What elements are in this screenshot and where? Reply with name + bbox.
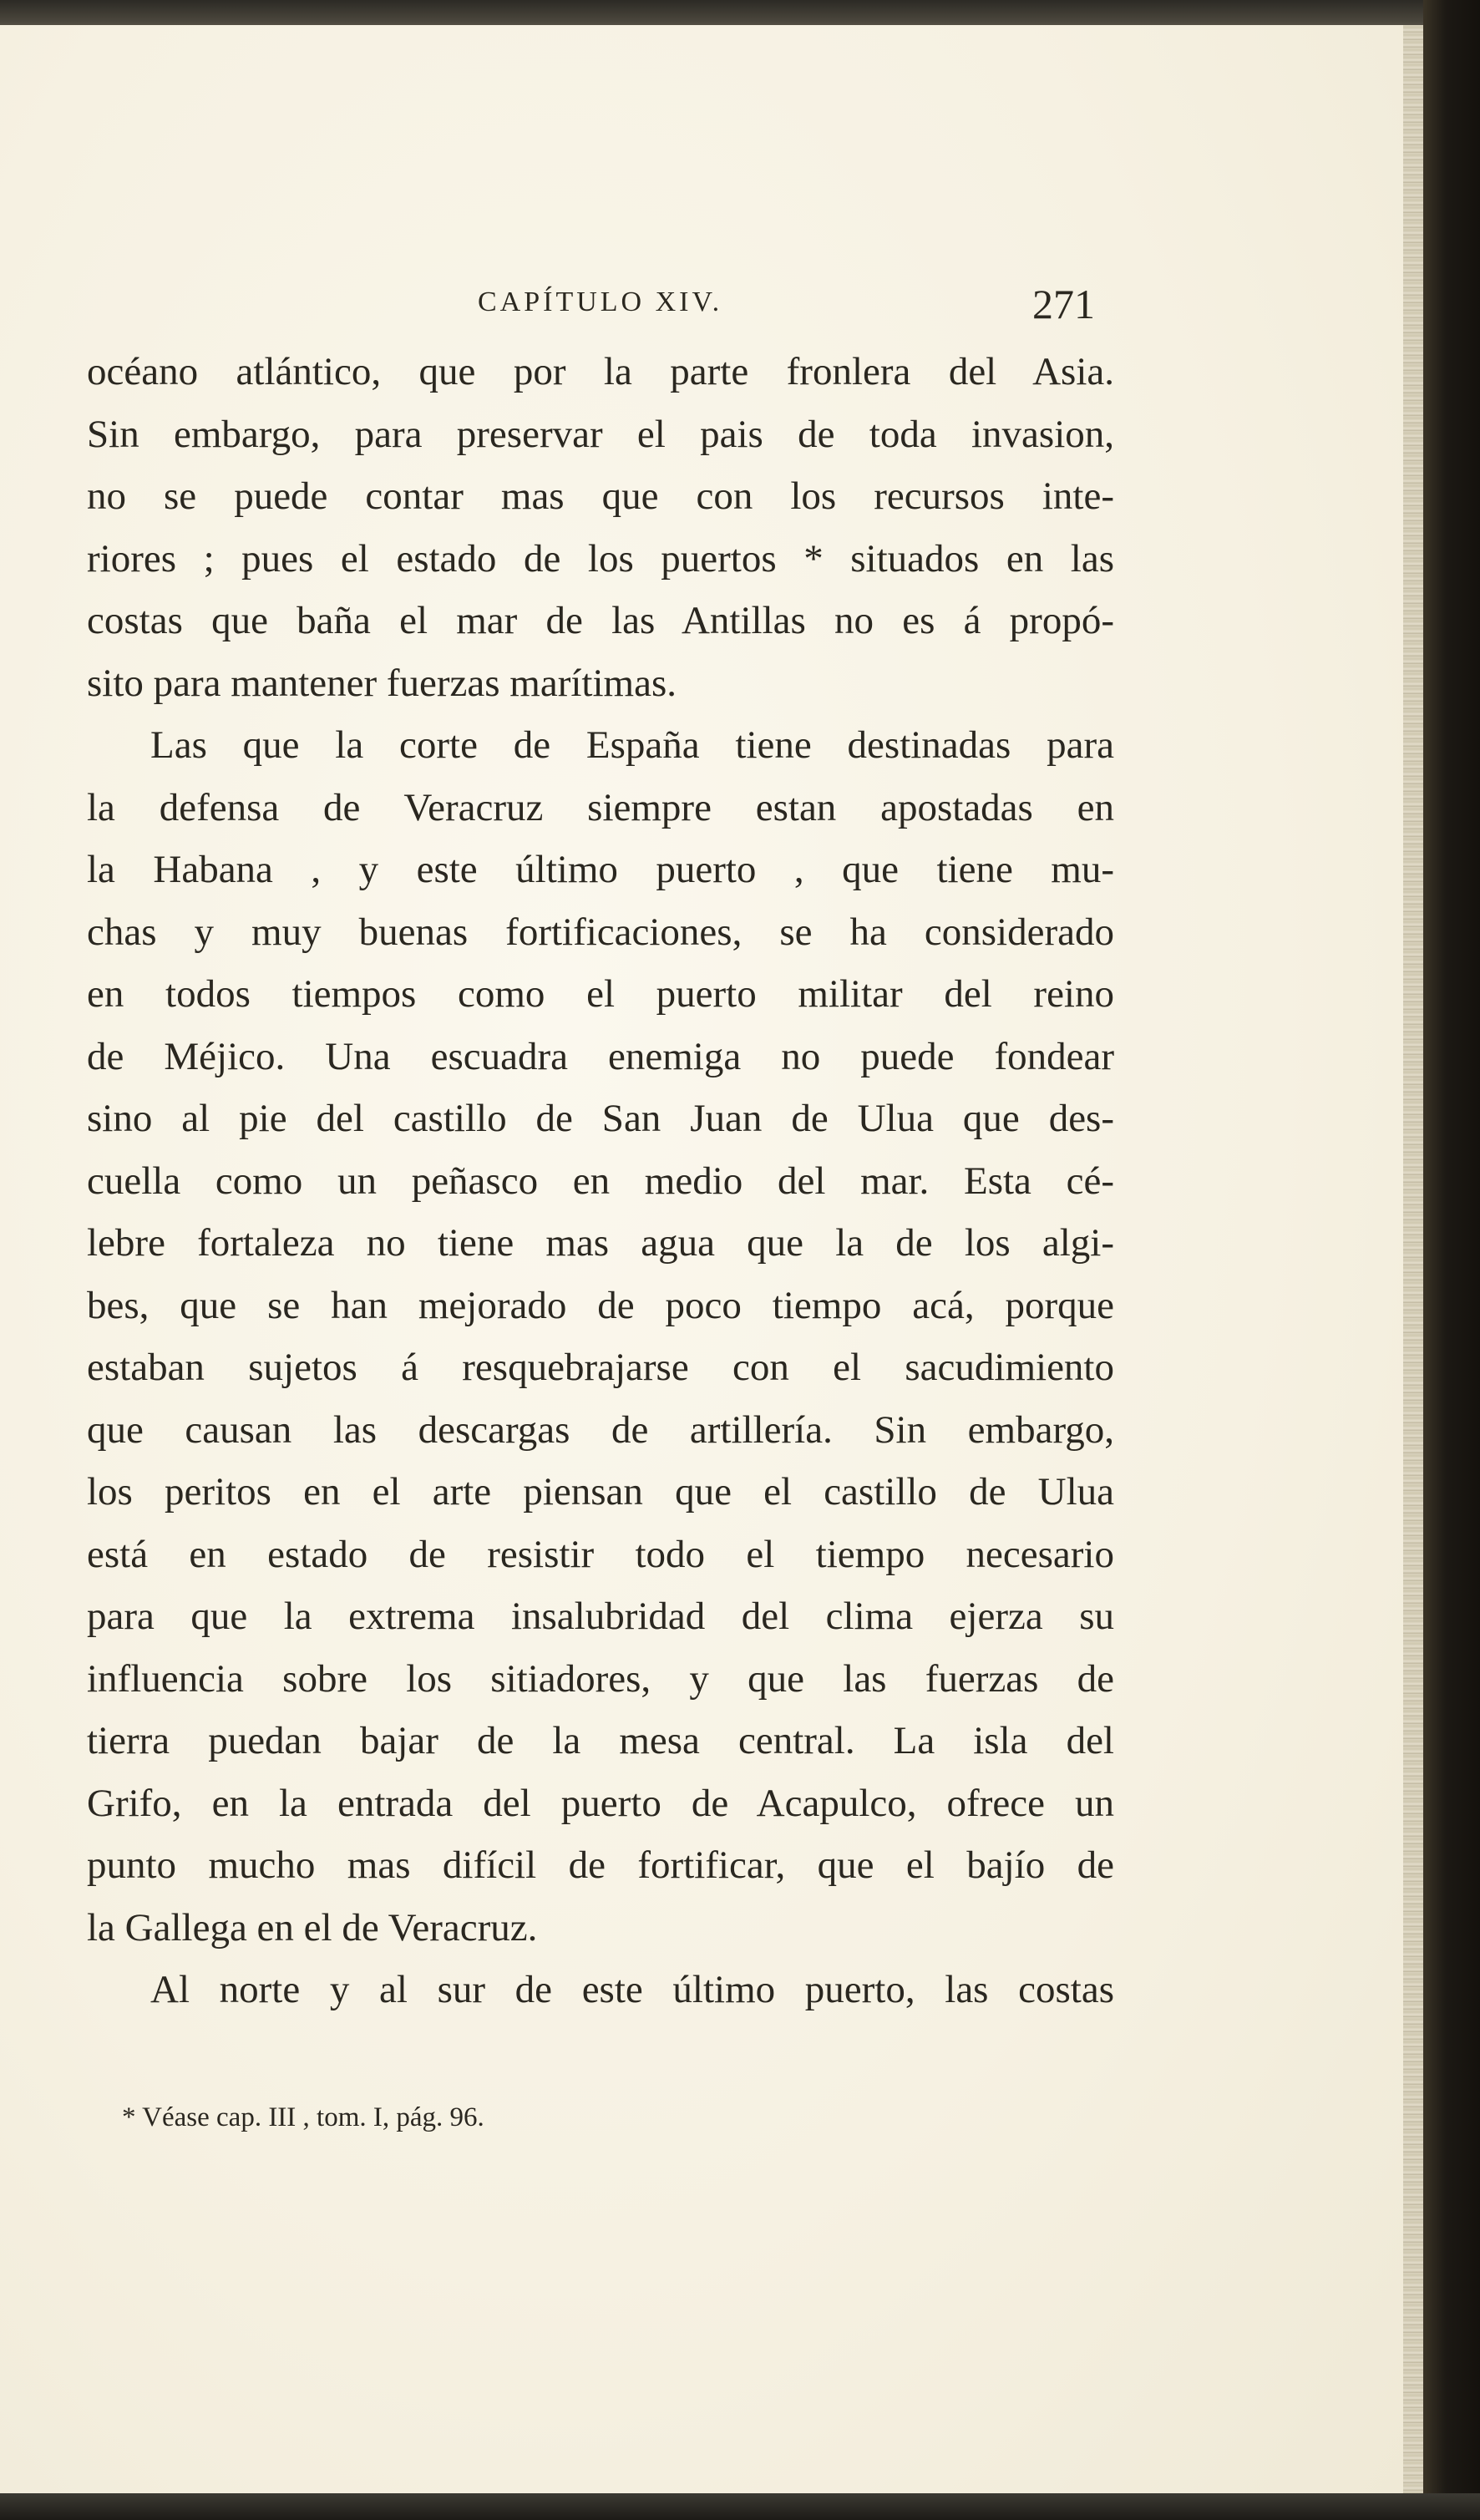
text-line: cuella como un peñasco en medio del mar. Esta cé- <box>87 1159 1114 1203</box>
book-page <box>0 25 1403 2493</box>
text-line: Al norte y al sur de este último puerto, las costas <box>150 1968 1114 2011</box>
text-line: que causan las descargas de artillería. Sin embargo, <box>87 1407 1114 1452</box>
book-binding <box>1423 0 1480 2520</box>
text-line: riores ; pues el estado de los puertos * situados en las <box>87 536 1114 581</box>
book-bottom-edge <box>0 2493 1480 2520</box>
chapter-heading: CAPÍTULO XIV. <box>478 286 723 317</box>
body-text <box>87 341 1114 2021</box>
text-line: lebre fortaleza no tiene mas agua que la de los algi- <box>87 1221 1114 1265</box>
text-line: punto mucho mas difícil de fortificar, que el bajío de <box>87 1843 1114 1887</box>
text-line: Grifo, en la entrada del puerto de Acapulco, ofrece un <box>87 1781 1114 1825</box>
text-line: costas que baña el mar de las Antillas no es á propó- <box>87 599 1114 642</box>
text-line: bes, que se han mejorado de poco tiempo acá, porque <box>87 1283 1114 1327</box>
text-line: sino al pie del castillo de San Juan de Ulua que des- <box>87 1097 1114 1140</box>
text-line: los peritos en el arte piensan que el castillo de Ulua <box>87 1470 1114 1514</box>
text-line: la Gallega en el de Veracruz. <box>87 1905 538 1950</box>
text-line: Sin embargo, para preservar el pais de toda invasion, <box>87 412 1114 456</box>
running-head <box>0 280 1403 330</box>
text-line: la defensa de Veracruz siempre estan apostadas en <box>87 785 1114 829</box>
text-line: para que la extrema insalubridad del clima ejerza su <box>87 1595 1114 1638</box>
footnote: * Véase cap. III , tom. I, pág. 96. <box>122 2102 484 2132</box>
text-line: sito para mantener fuerzas marítimas. <box>87 661 677 705</box>
text-line: océano atlántico, que por la parte fronlera del Asia. <box>87 350 1114 393</box>
text-line: no se puede contar mas que con los recursos inte- <box>87 474 1114 518</box>
text-line: de Méjico. Una escuadra enemiga no puede fondear <box>87 1034 1114 1078</box>
text-line: influencia sobre los sitiadores, y que las fuerzas de <box>87 1656 1114 1701</box>
text-line: está en estado de resistir todo el tiempo necesario <box>87 1532 1114 1576</box>
page-fore-edge <box>1403 25 1423 2493</box>
text-line: la Habana , y este último puerto , que tiene mu- <box>87 848 1114 891</box>
text-line: chas y muy buenas fortificaciones, se ha considerado <box>87 910 1114 954</box>
text-line: Las que la corte de España tiene destinadas para <box>150 723 1114 767</box>
text-line: tierra puedan bajar de la mesa central. La isla del <box>87 1719 1114 1762</box>
text-line: en todos tiempos como el puerto militar del reino <box>87 972 1114 1016</box>
page-number: 271 <box>1032 281 1095 327</box>
text-line: estaban sujetos á resquebrajarse con el sacudimiento <box>87 1346 1114 1389</box>
